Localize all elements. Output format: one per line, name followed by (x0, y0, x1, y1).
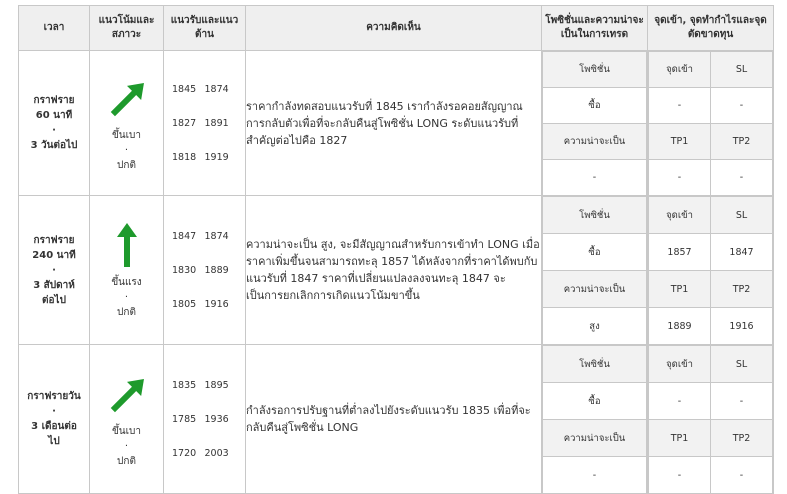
position-value: - (543, 160, 647, 196)
position-value: ซื้อ (543, 383, 647, 420)
table-row (19, 345, 774, 494)
header-levels: แนวรับและแนวต้าน (164, 6, 246, 51)
target-value: - (649, 160, 711, 196)
trend-cell (90, 345, 164, 494)
support-level: 1835 (172, 379, 197, 391)
resistance-level: 1874 (204, 83, 229, 95)
trend-label: ขึ้นแรง (111, 276, 142, 288)
support-level: 1805 (172, 298, 197, 310)
timeframe-line: ต่อไป (42, 294, 66, 306)
support-level: 1818 (172, 151, 197, 163)
levels-cell (164, 51, 246, 196)
timeframe-line: · (52, 406, 56, 417)
position-cell (542, 51, 648, 196)
forecast-table (18, 5, 774, 494)
timeframe-cell (19, 51, 90, 196)
target-value: TP1 (649, 271, 711, 308)
timeframe-line: กราฟราย (33, 234, 75, 246)
target-value: จุดเข้า (649, 52, 711, 88)
comment-cell: กำลังรอการปรับฐานที่ต่ำลงไปยังระดับแนวรับ 1835 เพื่อที่จะกลับคืนสู่โพซิชั่น LONG (246, 345, 542, 494)
timeframe-line: 3 เดือนต่อ (31, 421, 77, 432)
timeframe-line: ไป (48, 436, 60, 447)
support-level: 1845 (172, 83, 197, 95)
timeframe-line: 3 สัปดาห์ (33, 279, 75, 291)
timeframe-line: 3 วันต่อไป (30, 140, 78, 151)
target-value: TP2 (711, 271, 773, 308)
header-targets: จุดเข้า, จุดทำกำไรและจุดตัดขาดทุน (648, 6, 774, 51)
header-comment: ความคิดเห็น (246, 6, 542, 51)
targets-grid (648, 196, 773, 344)
target-value: SL (711, 52, 773, 88)
diagonal-up-arrow-icon (107, 370, 147, 418)
targets-cell (648, 51, 774, 196)
position-value: โพซิชั่น (543, 346, 647, 383)
target-value: 1847 (711, 234, 773, 271)
target-value: - (649, 457, 711, 494)
levels-cell (164, 345, 246, 494)
resistance-level: 1891 (204, 117, 229, 129)
target-value: - (711, 457, 773, 494)
target-value: - (649, 88, 711, 124)
target-value: SL (711, 197, 773, 234)
position-cell (542, 196, 648, 345)
target-value: - (711, 88, 773, 124)
position-value: ความน่าจะเป็น (543, 271, 647, 308)
level-pair (164, 402, 245, 436)
targets-cell (648, 345, 774, 494)
timeframe-line: กราฟรายวัน (27, 391, 81, 402)
level-pair (164, 368, 245, 402)
trend-cell (90, 196, 164, 345)
up-arrow-icon (107, 221, 147, 269)
trend-label: · (124, 144, 129, 156)
target-value: SL (711, 346, 773, 383)
timeframe-line: · (52, 125, 56, 136)
level-pair (164, 436, 245, 470)
targets-grid (648, 51, 773, 195)
target-value: TP2 (711, 124, 773, 160)
target-value: - (649, 383, 711, 420)
position-grid (542, 345, 647, 493)
level-pair (164, 72, 245, 106)
support-level: 1785 (172, 413, 197, 425)
support-level: 1830 (172, 264, 197, 276)
comment-cell: ความน่าจะเป็น สูง, จะมีสัญญาณสำหรับการเข้าทำ LONG เมื่อราคาเพิ่มขึ้นจนสามารถทะลุ 1857 ได้หลังจากที่ราคาได้พบกับแนวรับที่ 1847 ราคาที่เปลี่ยนแปลงลงจนทะลุ 1847 จะเป็นการยกเลิกการเกิดแนวโน้มขาขึ้น (246, 196, 542, 345)
target-value: จุดเข้า (649, 197, 711, 234)
resistance-level: 1889 (204, 264, 229, 276)
level-pair (164, 106, 245, 140)
target-value: - (711, 383, 773, 420)
trend-label: ปกติ (117, 455, 136, 467)
header-time: เวลา (19, 6, 90, 51)
timeframe-cell (19, 196, 90, 345)
position-value: สูง (543, 308, 647, 345)
timeframe-line: · (52, 264, 56, 276)
timeframe-line: กราฟราย (33, 95, 75, 106)
trend-label: ขึ้นเบา (111, 129, 142, 141)
timeframe-cell (19, 345, 90, 494)
level-pair (164, 253, 245, 287)
position-grid (542, 196, 647, 344)
target-value: TP1 (649, 420, 711, 457)
trend-label: ปกติ (117, 159, 136, 171)
resistance-level: 1916 (204, 298, 229, 310)
header-position: โพซิชั่นและความน่าจะเป็นในการเทรด (542, 6, 648, 51)
resistance-level: 2003 (204, 447, 229, 459)
header-trend: แนวโน้มและสภาวะ (90, 6, 164, 51)
comment-cell: ราคากำลังทดสอบแนวรับที่ 1845 เรากำลังรอคอยสัญญาณการกลับตัวเพื่อที่จะกลับคืนสู่โพซิชั่น LONG ระดับแนวรับที่สำคัญต่อไปคือ 1827 (246, 51, 542, 196)
target-value: 1857 (649, 234, 711, 271)
trend-label: · (124, 291, 129, 303)
support-level: 1847 (172, 230, 197, 242)
position-grid (542, 51, 647, 195)
position-value: ความน่าจะเป็น (543, 420, 647, 457)
support-level: 1827 (172, 117, 197, 129)
target-value: 1889 (649, 308, 711, 345)
target-value: จุดเข้า (649, 346, 711, 383)
target-value: TP2 (711, 420, 773, 457)
target-value: - (711, 160, 773, 196)
trend-label: ขึ้นเบา (111, 425, 142, 437)
timeframe-line: 240 นาที (32, 249, 76, 261)
resistance-level: 1874 (204, 230, 229, 242)
position-cell (542, 345, 648, 494)
position-value: ความน่าจะเป็น (543, 124, 647, 160)
header-row (19, 6, 774, 51)
resistance-level: 1895 (204, 379, 229, 391)
level-pair (164, 140, 245, 174)
level-pair (164, 219, 245, 253)
level-pair (164, 287, 245, 321)
trend-label: ปกติ (117, 306, 136, 318)
resistance-level: 1936 (204, 413, 229, 425)
position-value: ซื้อ (543, 88, 647, 124)
table-row (19, 51, 774, 196)
targets-cell (648, 196, 774, 345)
trend-label: · (124, 440, 129, 452)
timeframe-line: 60 นาที (35, 110, 73, 121)
levels-cell (164, 196, 246, 345)
resistance-level: 1919 (204, 151, 229, 163)
position-value: ซื้อ (543, 234, 647, 271)
target-value: 1916 (711, 308, 773, 345)
diagonal-up-arrow-icon (107, 74, 147, 122)
table-row (19, 196, 774, 345)
position-value: โพซิชั่น (543, 197, 647, 234)
support-level: 1720 (172, 447, 197, 459)
trend-cell (90, 51, 164, 196)
target-value: TP1 (649, 124, 711, 160)
position-value: - (543, 457, 647, 494)
position-value: โพซิชั่น (543, 52, 647, 88)
targets-grid (648, 345, 773, 493)
